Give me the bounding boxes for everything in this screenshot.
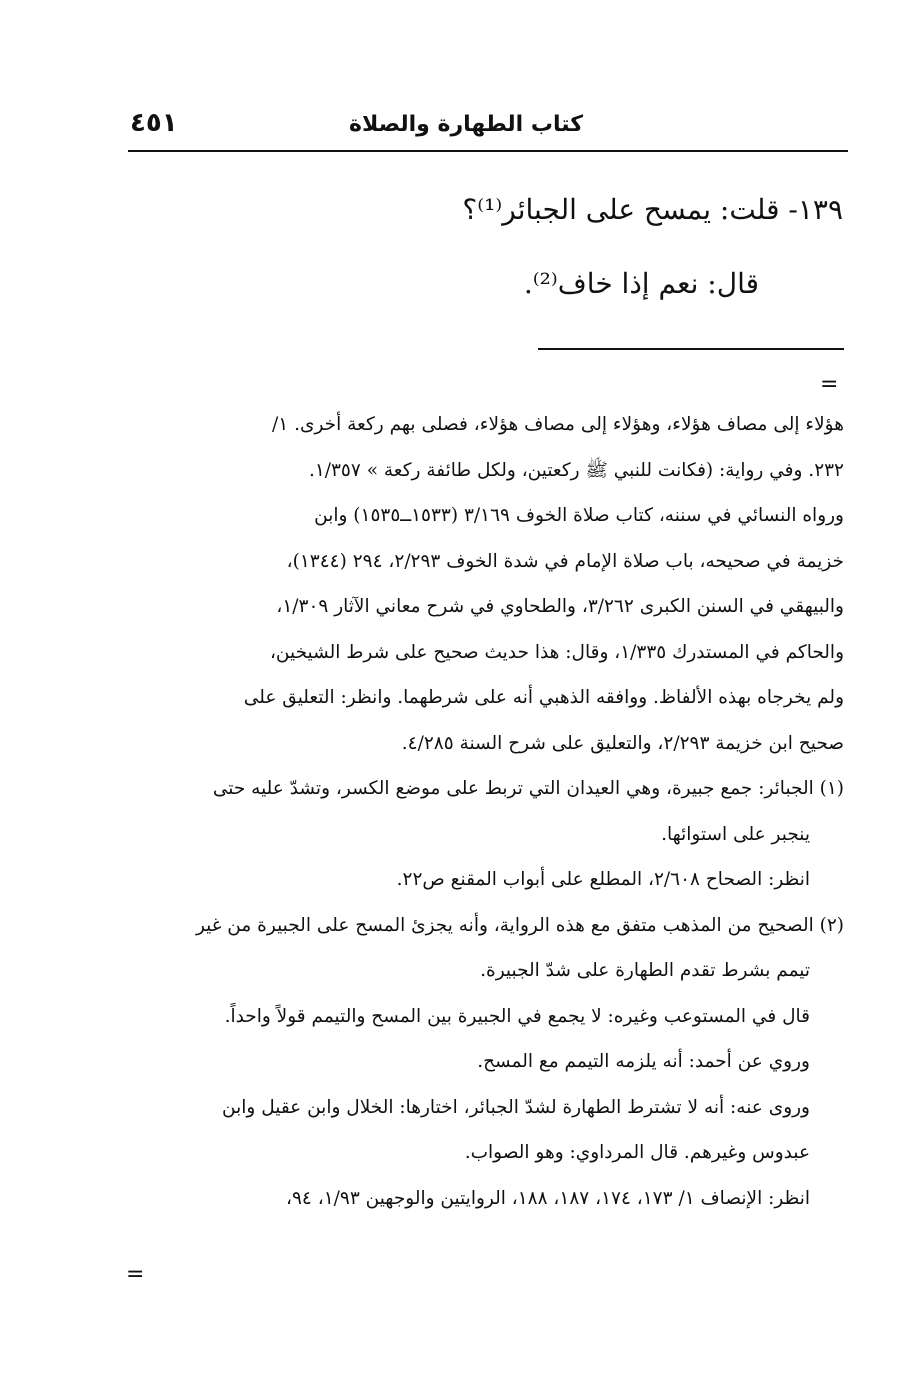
footnote-line: ورواه النسائي في سننه، كتاب صلاة الخوف ٣/١٦٩ (١٥٣٣ــ١٥٣٥) وابن — [314, 505, 844, 526]
footnote-2-reference: انظر: الإنصاف ١/ ١٧٣، ١٧٤، ١٨٧، ١٨٨، الروايتين والوجهين ١/٩٣، ٩٤، — [286, 1187, 810, 1209]
footnote-2-line: قال في المستوعب وغيره: لا يجمع في الجبيرة بين المسح والتيمم قولاً واحداً. — [224, 1005, 810, 1027]
footnote-line: ٢٣٢. وفي رواية: (فكانت للنبي ﷺ ركعتين، ولكل طائفة ركعة » ١/٣٥٧. — [308, 459, 844, 481]
footnotes — [126, 402, 844, 1221]
footnote-2-line: تيمم بشرط تقدم الطهارة على شدّ الجبيرة. — [480, 960, 810, 981]
footnote-line: والبيهقي في السنن الكبرى ٣/٢٦٢، والطحاوي في شرح معاني الآثار ١/٣٠٩، — [276, 596, 844, 617]
footnote-2-line: عبدوس وغيرهم. قال المرداوي: وهو الصواب. — [464, 1142, 810, 1163]
footnote-1-line: ينجبر على استوائها. — [661, 823, 810, 845]
continuation-mark-bottom: = — [126, 1262, 145, 1287]
footnote-1-reference: انظر: الصحاح ٢/٦٠٨، المطلع على أبواب المقنع ص٢٢. — [396, 869, 810, 890]
running-title: كتاب الطهارة والصلاة — [349, 112, 583, 137]
footnote-line: ولم يخرجاه بهذه الألفاظ. ووافقه الذهبي أنه على شرطهما. وانظر: التعليق على — [243, 687, 844, 708]
continuation-mark-top: = — [820, 372, 839, 397]
page-header — [128, 104, 848, 152]
footnote-line: هؤلاء إلى مصاف هؤلاء، وهؤلاء إلى مصاف هؤلاء، فصلى بهم ركعة أخرى. ١/ — [272, 414, 844, 435]
footnote-2-line: (٢) الصحيح من المذهب متفق مع هذه الرواية، وأنه يجزئ المسح على الجبيرة من غير — [195, 914, 844, 936]
footnote-line: صحيح ابن خزيمة ٢/٢٩٣، والتعليق على شرح السنة ٤/٢٨٥. — [401, 732, 844, 754]
footnote-2-line: وروي عن أحمد: أنه يلزمه التيمم مع المسح. — [477, 1051, 810, 1072]
footnote-2-line: وروى عنه: أنه لا تشترط الطهارة لشدّ الجبائر، اختارها: الخلال وابن عقيل وابن — [222, 1096, 810, 1118]
main-text — [143, 190, 843, 338]
question-text: ١٣٩- قلت: يمسح على الجبائر⁽¹⁾؟ — [462, 193, 843, 226]
footnote-separator — [538, 348, 844, 350]
footnote-line: والحاكم في المستدرك ١/٣٣٥، وقال: هذا حديث صحيح على شرط الشيخين، — [269, 641, 844, 663]
footnote-1-line: (١) الجبائر: جمع جبيرة، وهي العيدان التي تربط على موضع الكسر، وتشدّ عليه حتى — [212, 778, 844, 799]
page-number: ٤٥١ — [130, 108, 178, 138]
answer-text: قال: نعم إذا خاف⁽²⁾. — [523, 267, 759, 300]
footnote-line: خزيمة في صحيحه، باب صلاة الإمام في شدة الخوف ٢/٢٩٣، ٢٩٤ (١٣٤٤)، — [286, 550, 844, 572]
